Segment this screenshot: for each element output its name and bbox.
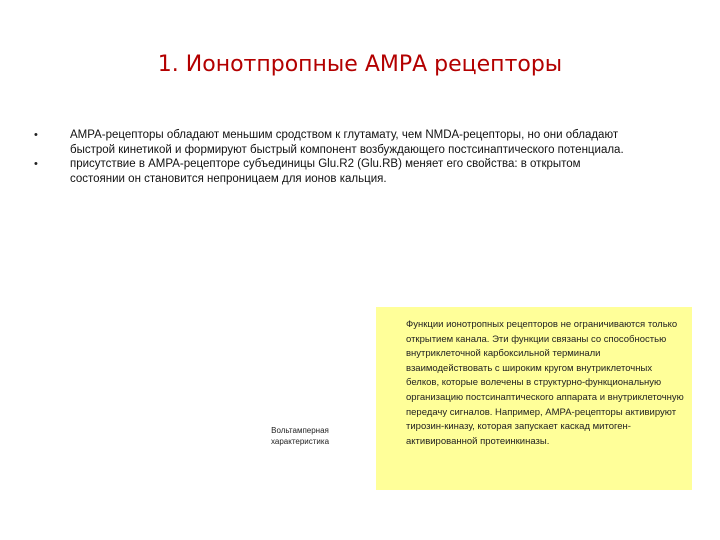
note-box [376, 307, 692, 490]
bullet-item [34, 128, 634, 157]
bullet-item [34, 157, 634, 186]
bullet-text: присутствие в AMPA-рецепторе субъединицы Glu.R2 (Glu.RB) меняет его свойства: в открытом состоянии он становится непроницаем для ионов кальция. [70, 158, 581, 185]
image-caption: Вольтамперная характеристика [270, 426, 330, 446]
bullet-icon: • [34, 158, 38, 170]
note-text: Функции ионотропных рецепторов не ограничиваются только открытием канала. Эти функции связаны со способностью внутриклеточной карбоксильной терминали взаимодействовать с широким кругом внутриклеточных белков, которые волечены в структурно-функциональную организацию постсинаптического аппарата и внутриклеточную передачу сигналов. Например, AMPA-рецепторы активируют тирозин-киназу, которая запускает каскад митоген-активированной протеинкиназы. [406, 319, 684, 447]
slide-title: 1. Ионотпропные АМРА рецепторы [157, 52, 563, 77]
bullet-text: AMPA-рецепторы обладают меньшим сродством к глутамату, чем NMDA-рецепторы, но они обладают быстрой кинетикой и формируют быстрый компонент возбуждающего постсинаптического потенциала. [70, 129, 624, 156]
bullet-icon: • [34, 129, 38, 141]
bullet-list [34, 128, 634, 186]
